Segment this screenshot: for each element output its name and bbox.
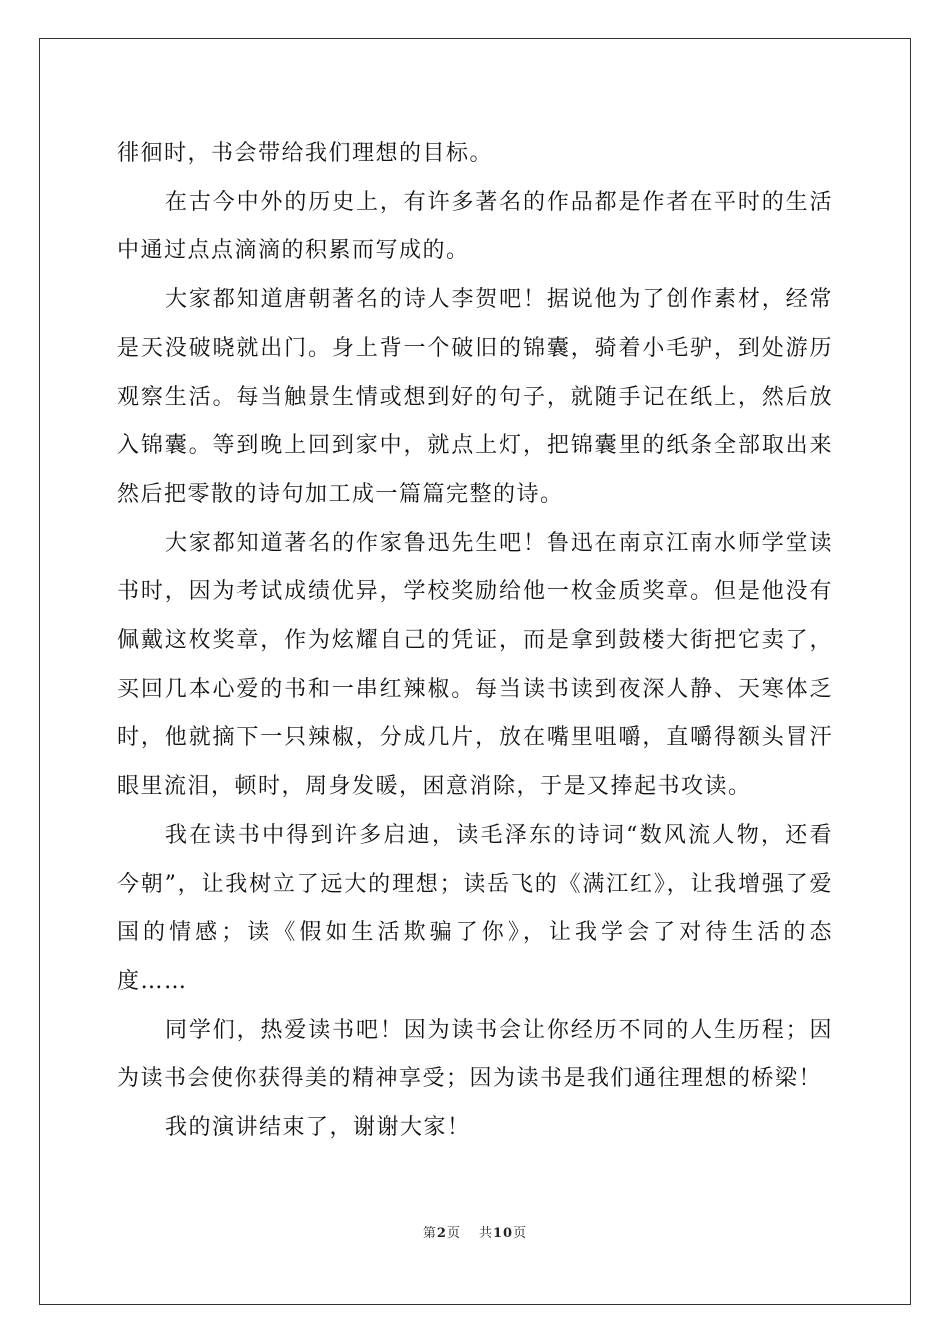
paragraph-2: 在古今中外的历史上，有许多著名的作品都是作者在平时的生活中通过点点滴滴的积累而写成的。	[117, 189, 833, 264]
page-suffix: 页	[446, 1226, 461, 1241]
paragraph-3: 大家都知道唐朝著名的诗人李贺吧！据说他为了创作素材，经常是天没破晓就出门。身上背一个破旧的锦囊，骑着小毛驴，到处游历观察生活。每当触景生情或想到好的句子，就随手记在纸上，然后放入锦囊。等到晚上回到家中，就点上灯，把锦囊里的纸条全部取出来然后把零散的诗句加工成一篇篇完整的诗。	[117, 287, 833, 507]
paragraph-5: 我在读书中得到许多启迪，读毛泽东的诗词“数风流人物，还看今朝”，让我树立了远大的理想；读岳飞的《满江红》，让我增强了爱国的情感；读《假如生活欺骗了你》，让我学会了对待生活的态度……	[117, 822, 833, 994]
page-footer	[0, 1222, 950, 1241]
total-pages-number: 10	[492, 1226, 514, 1241]
total-suffix: 页	[513, 1226, 528, 1241]
page-prefix: 第	[422, 1226, 437, 1241]
document-body	[117, 130, 833, 1153]
paragraph-4: 大家都知道著名的作家鲁迅先生吧！鲁迅在南京江南水师学堂读书时，因为考试成绩优异，学校奖励给他一枚金质奖章。但是他没有佩戴这枚奖章，作为炫耀自己的凭证，而是拿到鼓楼大街把它卖了，买回几本心爱的书和一串红辣椒。每当读书读到夜深人静、天寒体乏时，他就摘下一只辣椒，分成几片，放在嘴里咀嚼，直嚼得额头冒汗眼里流泪，顿时，周身发暖，困意消除，于是又捧起书攻读。	[117, 530, 833, 800]
paragraph-1: 徘徊时，书会带给我们理想的目标。	[117, 141, 494, 166]
paragraph-6: 同学们，热爱读书吧！因为读书会让你经历不同的人生历程；因为读书会使你获得美的精神享受；因为读书是我们通往理想的桥梁！	[117, 1017, 833, 1092]
current-page-number: 2	[436, 1226, 447, 1241]
paragraph-7: 我的演讲结束了，谢谢大家！	[165, 1115, 471, 1141]
total-prefix: 共	[478, 1226, 493, 1241]
